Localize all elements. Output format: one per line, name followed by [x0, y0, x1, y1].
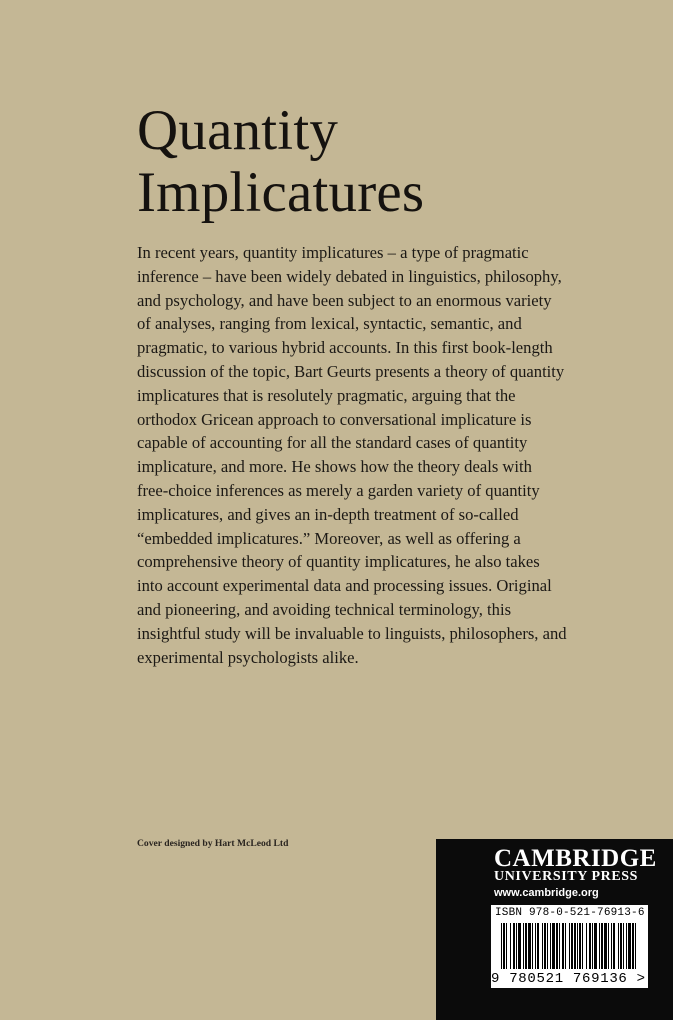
- cover-design-credit: Cover designed by Hart McLeod Ltd: [137, 838, 289, 849]
- publisher-url: www.cambridge.org: [494, 887, 599, 899]
- book-title: [137, 100, 424, 224]
- title-line-1: Quantity: [137, 99, 339, 162]
- barcode-box: [491, 905, 648, 988]
- barcode-digits: 9 780521 769136 >: [491, 971, 646, 987]
- publisher-name: CAMBRIDGE: [494, 845, 657, 872]
- publisher-panel: [436, 839, 673, 1020]
- publisher-subname: UNIVERSITY PRESS: [494, 869, 639, 884]
- title-line-2: Implicatures: [137, 161, 425, 224]
- barcode-icon: [501, 923, 638, 971]
- isbn-label: ISBN 978-0-521-76913-6: [495, 907, 645, 919]
- book-description: In recent years, quantity implicatures – a type of pragmatic inference – have been widely debated in linguistics, philosophy, and psychology, and have been subject to an enormous variety of analyses, ranging from lexical, syntactic, semantic, and pragmatic, to various hybrid accounts. In this first book-length discussion of the topic, Bart Geurts presents a theory of quantity implicatures that is resolutely pragmatic, arguing that the orthodox Gricean approach to conversational implicature is capable of accounting for all the standard cases of quantity implicature, and more. He shows how the theory deals with free-choice inferences as merely a garden variety of quantity implicatures, and gives an in-depth treatment of so-called “embedded implicatures.” Moreover, as well as offering a comprehensive theory of quantity implicatures, he also takes into account experimental data and processing issues. Original and pioneering, and avoiding technical terminology, this insightful study will be invaluable to linguists, philosophers, and experimental psychologists alike.: [137, 243, 567, 667]
